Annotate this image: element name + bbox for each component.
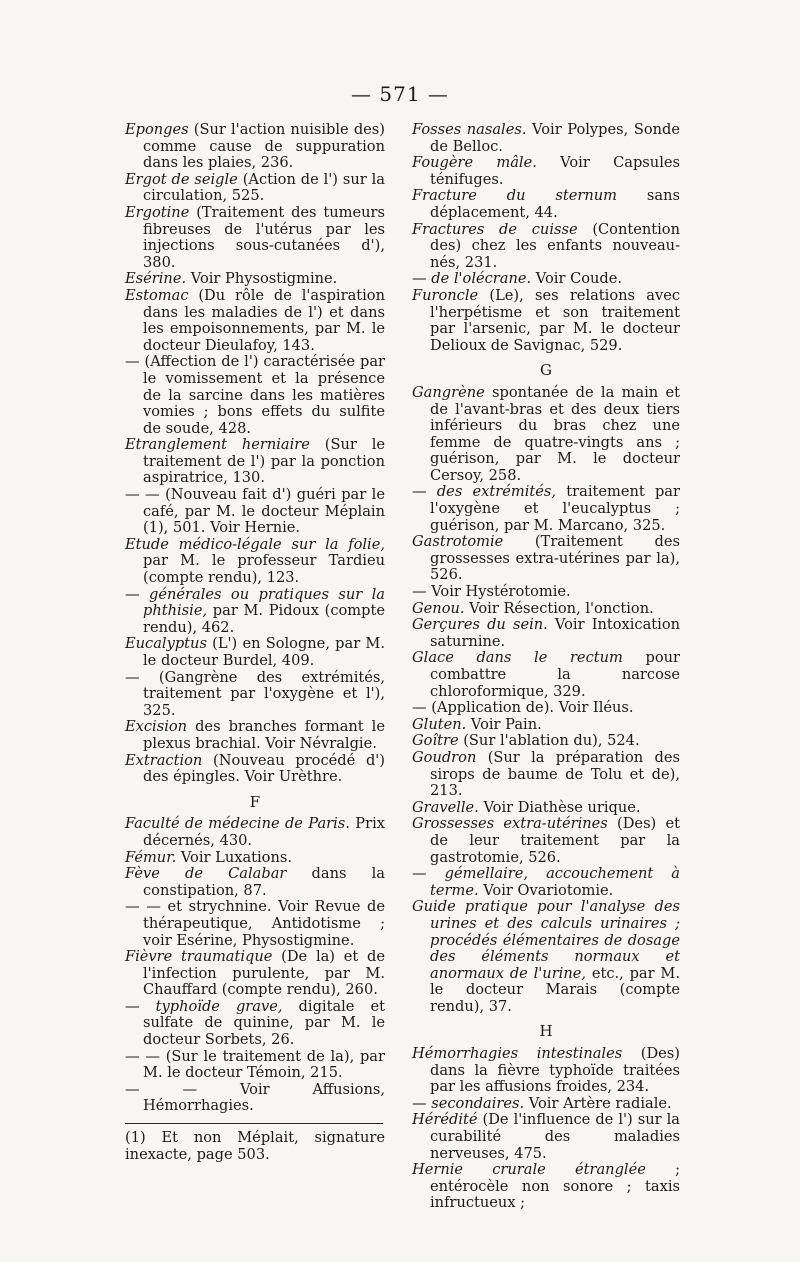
index-entry [125,122,385,172]
index-entry-text: (Contention des) chez les enfants nouveau-nés, 231. [430,220,680,271]
section-letter-h: H [539,1022,553,1041]
index-entry [125,670,385,720]
footnote-rule [125,1123,383,1124]
index-entry-text: etc., par M. le docteur Marais (compte rendu), 37. [430,964,680,1015]
right-entries [412,122,680,354]
index-entry [125,437,385,487]
index-entry-headword: Hernie crurale étranglée [412,1161,646,1179]
index-entry-headword: Fosses nasales. [412,121,527,138]
index-entry-headword: Etude médico-légale sur la folie, [125,535,385,553]
index-entry-text: (Des) dans la fièvre typhoïde traitées par les affusions froides, 234. [430,1045,680,1096]
index-entry-text: pour combattre la narcose chloroformique, 329. [430,649,680,700]
index-entry-headword: Fièvre traumatique [125,948,273,966]
index-entry [412,1096,680,1113]
index-entry-headword: Etranglement herniaire [125,436,310,454]
index-entry-text: traitement par l'oxygène et l'eucalyptus ; guérison, par M. Marcano, 325. [430,483,680,534]
index-entry-headword: Estomac [125,286,189,304]
index-entry [412,584,680,601]
index-entry-text: Voir Diathèse urique. [478,798,641,816]
index-entry [412,1112,680,1162]
index-entry-headword: Esérine. [125,270,187,288]
left-entries [125,122,385,786]
index-entry-headword: Guide pratique pour l'analyse des urines et des calculs urinaires ; procédés élémentaires de dosage des éléments normaux et anormaux de l'urine, [412,898,680,982]
index-entry-headword: Fémur. [125,848,177,866]
index-entry-text: digitale et sulfate de quinine, par M. le docteur Sorbets, 26. [143,997,385,1049]
index-entry-headword: Faculté de médecine de Paris. [125,815,350,833]
index-entry-text: sans déplacement, 44. [430,187,680,221]
index-entry-headword: — générales ou pratiques sur la phthisie, [125,585,385,620]
index-entry [412,1162,680,1212]
index-entry-text: par M. le professeur Tardieu (compte rendu), 123. [143,552,385,587]
index-entry-text: dans la constipation, 87. [143,865,385,899]
index-entry [412,816,680,866]
index-entry-text: Voir Pain. [466,715,542,733]
index-entry-text: Voir Luxations. [176,848,292,866]
index-entry [412,899,680,1015]
index-entry-text: (De l'influence de l') sur la curabilité des maladies nerveuses, 475. [430,1111,680,1162]
index-entry [125,816,385,849]
index-entry-headword: Gangrène [412,383,485,401]
index-entry [125,172,385,205]
index-entry [125,949,385,999]
index-entry [412,733,680,750]
index-entry [412,800,680,817]
index-entry [125,354,385,437]
index-entry-headword: Eucalyptus [125,635,207,653]
index-entry-headword: — des extrémités, [412,483,557,501]
index-entry-text: Voir Coude. [531,270,623,288]
index-entry-text: (Traitement des grossesses extra-utérines par la), 526. [430,533,680,584]
index-entry-text: Voir Physostigmine. [186,270,338,288]
index-entry-text: (Sur la préparation des sirops de baume de Tolu et de), 213. [430,748,680,800]
index-entry-headword: — de l'olécrane. [412,270,532,288]
index-entry-text: (Nouveau procédé d') des épingles. Voir Urèthre. [143,751,385,786]
index-entry-text: Voir Résection, l'onction. [464,599,654,617]
index-entry [125,205,385,271]
index-entry-text: Voir Polypes, Sonde de Belloc. [430,121,680,155]
index-entry-text: par M. Pidoux (compte rendu), 462. [143,602,385,636]
index-entry-text: spontanée de la main et de l'avant-bras et des deux tiers inférieurs du bras chez une femme de quatre-vingts ans ; guérison, par M. le docteur Cersoy, 258. [430,383,680,484]
index-entry [412,122,680,155]
index-entry-headword: Excision [125,718,188,736]
index-entry-text: Voir Intoxication saturnine. [430,616,680,650]
index-entry [412,534,680,584]
index-entry [125,753,385,786]
index-entry-text: (Traitement des tumeurs fibreuses de l'utérus par les injections sous-cutanées d'), 380. [143,203,385,271]
index-entry [125,719,385,752]
index-entry [412,866,680,899]
index-entry-text: (Sur le traitement de l') par la ponction aspiratrice, 130. [143,436,385,487]
index-entry-headword: Ergotine [125,203,190,221]
index-entry-text: — Voir Hystérotomie. [412,583,571,601]
index-entry-text: Voir Artère radiale. [524,1094,672,1112]
index-entry [412,222,680,272]
index-entry-headword: Gluten. [412,715,467,733]
index-entry-headword: — secondaires. [412,1094,525,1112]
index-entry-headword: Hémorrhagies intestinales [412,1045,623,1063]
index-entry [125,271,385,288]
section-letter-f: F [249,792,261,811]
index-entry-headword: Furoncle [412,286,479,304]
index-entry-text: des branches formant le plexus brachial. Voir Névralgie. [143,718,385,752]
index-entry-text: (Du rôle de l'aspiration dans les maladies de l') et dans les empoisonnements, par M. le docteur Dieulafoy, 143. [143,286,385,354]
left-column [125,122,385,1163]
index-entry [125,999,385,1049]
index-entry-text: (De la) et de l'infection purulente, par M. Chauffard (compte rendu), 260. [143,948,385,999]
index-entry [125,587,385,637]
index-entry-text: — — et strychnine. Voir Revue de thérapeutique, Antidotisme ; voir Esérine, Physostigmine. [125,898,385,949]
index-entry-headword: Grossesses extra-utérines [412,815,608,833]
index-entry-headword: Fracture du sternum [412,187,618,205]
index-entry-headword: Fractures de cuisse [412,220,578,238]
index-entry-headword: Eponges [125,121,189,138]
index-entry [412,385,680,485]
index-entry-headword: Gravelle. [412,798,479,816]
index-entry-text: — (Gangrène des extrémités, traitement par l'oxygène et l'), 325. [125,668,385,719]
index-entry-headword: Ergot de seigle [125,170,238,188]
index-entry-headword: Genou. [412,599,465,617]
index-entry [125,899,385,949]
index-entry [125,1049,385,1082]
index-entry-text: — — (Sur le traitement de la), par M. le docteur Témoin, 215. [125,1047,385,1082]
index-entry-text: (Action de l') sur la circulation, 525. [143,170,385,205]
index-entry-headword: Hérédité [412,1111,478,1129]
index-entry-headword: Glace dans le rectum [412,649,623,667]
index-entry [125,636,385,669]
index-entry-headword: Goître [412,732,459,750]
index-entry-headword: Extraction [125,751,203,769]
index-entry-headword: Fève de Calabar [125,865,287,883]
index-entry-text: (Des) et de leur traitement par la gastrotomie, 526. [430,815,680,866]
index-entry-text: — (Affection de l') caractérisée par le vomissement et la présence de la sarcine dans les matières vomies ; bons effets du sulfite de soude, 428. [125,353,385,437]
section-letter-g: G [540,361,552,380]
footnote: (1) Et non Méplait, signature inexacte, page 503. [125,1129,385,1163]
index-entry-text: Voir Capsules ténifuges. [430,154,680,188]
index-entry-headword: Gastrotomie [412,533,504,551]
index-entry [412,700,680,717]
left-entries-f [125,816,385,1115]
right-entries-g [412,385,680,1016]
index-entry [412,617,680,650]
index-entry [412,288,680,354]
index-entry-text: (Sur l'action nuisible des) comme cause de suppuration dans les plaies, 236. [143,121,385,172]
page-number: — 571 — [351,82,449,106]
index-entry [125,866,385,899]
index-entry-text: ; entérocèle non sonore ; taxis infructueux ; [430,1161,680,1212]
index-entry [125,850,385,867]
index-entry-text: Voir Ovariotomie. [478,881,614,899]
index-entry-headword: Goudron [412,748,477,766]
index-entry [125,1082,385,1115]
index-entry [125,537,385,587]
index-entry [412,717,680,734]
index-entry-headword: Gerçures du sein. [412,616,548,634]
index-entry [412,750,680,800]
index-entry-text: (Le), ses relations avec l'herpétisme et son traitement par l'arsenic, par M. le docteur Delioux de Savignac, 529. [430,286,680,354]
index-entry-text: Prix décernés, 430. [143,815,385,849]
index-entry [412,188,680,221]
index-entry-headword: Fougère mâle. [412,154,537,172]
index-entry [412,484,680,534]
right-entries-h [412,1046,680,1212]
index-entry [125,487,385,537]
index-entry-text: — (Application de). Voir Iléus. [412,699,634,717]
right-column [412,122,680,1212]
index-entry [412,601,680,618]
index-entry [412,650,680,700]
index-entry [125,288,385,354]
index-entry [412,155,680,188]
index-entry [412,271,680,288]
index-entry-text: (L') en Sologne, par M. le docteur Burdel, 409. [143,635,385,669]
index-entry-text: (Sur l'ablation du), 524. [458,732,640,750]
index-entry-text: — — Voir Affusions, Hémorrhagies. [125,1080,385,1115]
index-entry [412,1046,680,1096]
index-entry-headword: — typhoïde grave, [125,997,283,1015]
index-entry-text: — — (Nouveau fait d') guéri par le café, par M. le docteur Méplain (1), 501. Voir Hernie. [125,486,385,537]
index-entry-headword: — gémellaire, accouchement à terme. [412,865,680,899]
